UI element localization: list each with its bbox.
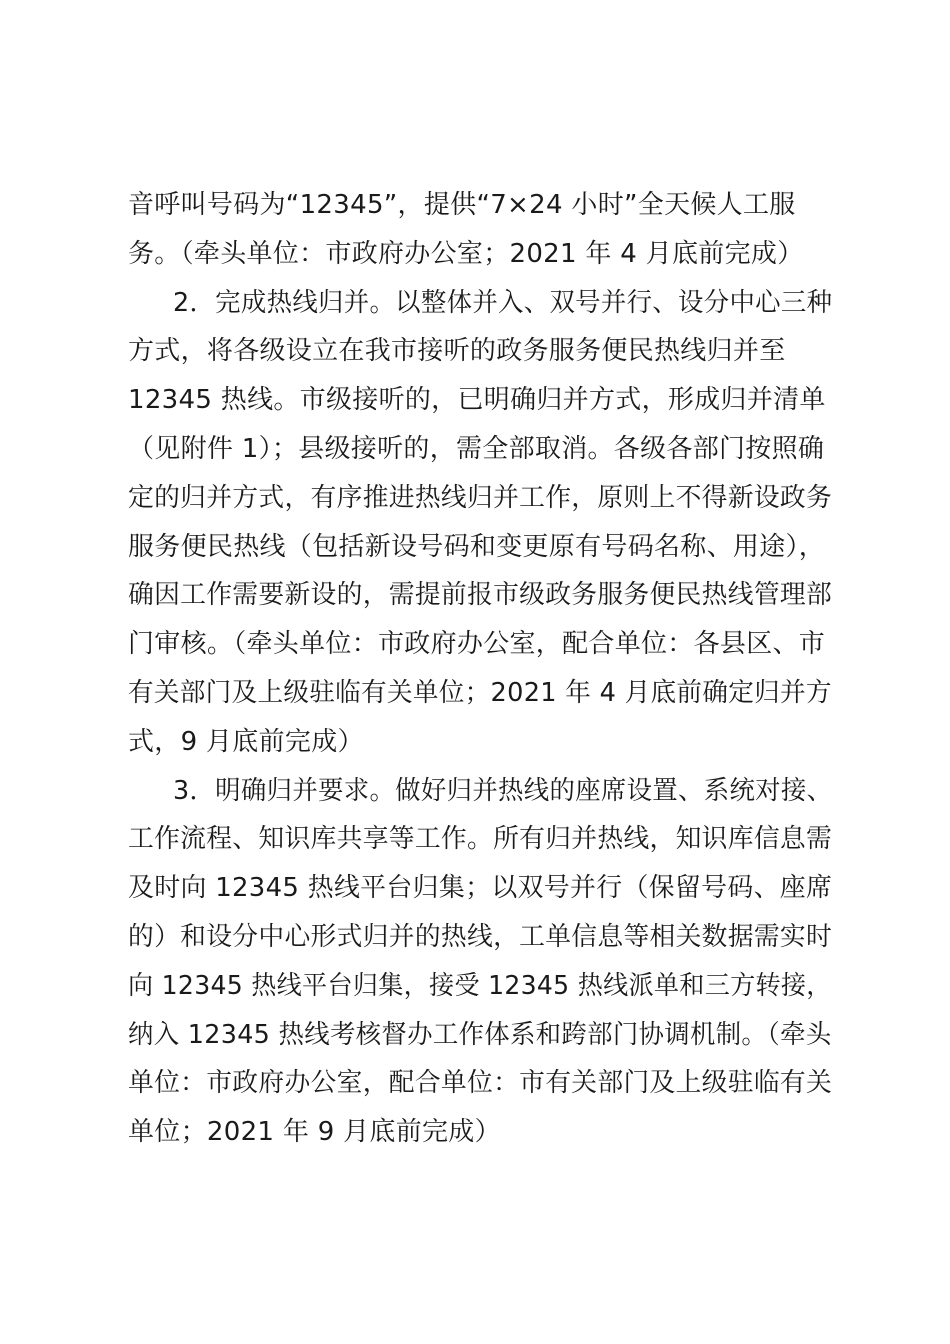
text-line: 及时向 12345 热线平台归集；以双号并行（保留号码、座席 [128, 873, 833, 904]
text-line: 门审核。（牵头单位：市政府办公室，配合单位：各县区、市 [128, 629, 826, 660]
text-line: 定的归并方式，有序推进热线归并工作，原则上不得新设政务 [128, 482, 833, 513]
text-line: 单位；2021 年 9 月底前完成） [128, 1117, 501, 1148]
text-line: 向 12345 热线平台归集，接受 12345 热线派单和三方转接， [128, 970, 832, 1001]
text-line: 服务便民热线（包括新设号码和变更原有号码名称、用途）， [128, 531, 826, 562]
text-line: 工作流程、知识库共享等工作。所有归并热线，知识库信息需 [128, 824, 833, 855]
text-line: 单位：市政府办公室，配合单位：市有关部门及上级驻临有关 [128, 1068, 833, 1099]
paragraph-2-first-line: 2．完成热线归并。以整体并入、双号并行、设分中心三种 [173, 287, 833, 318]
text-line: 式，9 月底前完成） [128, 726, 364, 757]
text-line: 方式，将各级设立在我市接听的政务服务便民热线归并至 [128, 336, 786, 367]
text-line: （见附件 1）；县级接听的，需全部取消。各级各部门按照确 [128, 433, 825, 464]
text-line: 音呼叫号码为“12345”，提供“7×24 小时”全天候人工服 [128, 190, 796, 220]
text-line: 有关部门及上级驻临有关单位；2021 年 4 月底前确定归并方 [128, 677, 832, 708]
text-line: 的）和设分中心形式归并的热线，工单信息等相关数据需实时 [128, 921, 833, 952]
text-line: 务。（牵头单位：市政府办公室；2021 年 4 月底前完成） [128, 238, 804, 269]
document-body [128, 181, 832, 1157]
text-line: 纳入 12345 热线考核督办工作体系和跨部门协调机制。（牵头 [128, 1019, 832, 1050]
paragraph-3-first-line: 3．明确归并要求。做好归并热线的座席设置、系统对接、 [173, 775, 833, 806]
text-line: 12345 热线。市级接听的，已明确归并方式，形成归并清单 [128, 385, 826, 416]
text-line: 确因工作需要新设的，需提前报市级政务服务便民热线管理部 [128, 580, 833, 611]
